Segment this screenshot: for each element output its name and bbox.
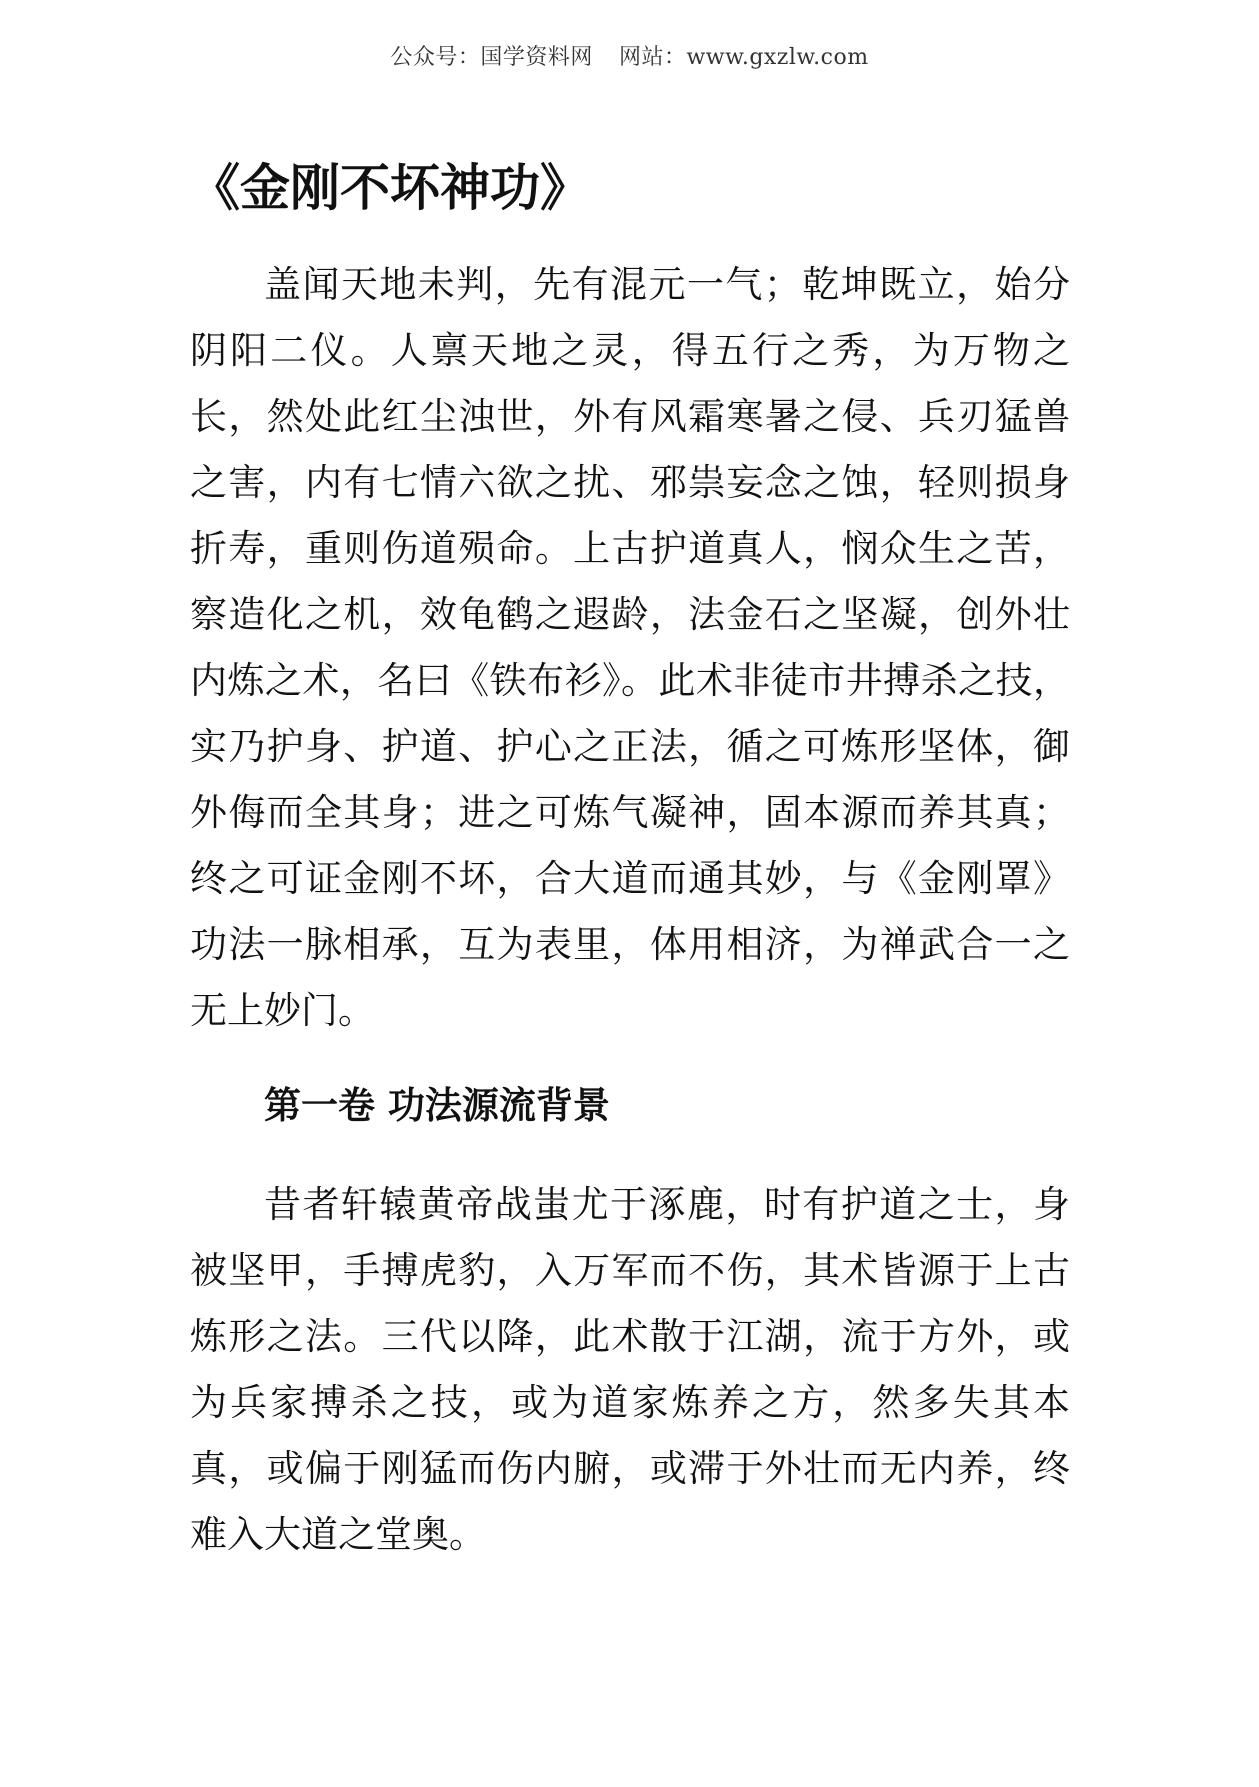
- page-header: [0, 40, 1259, 71]
- document-title: 《金刚不坏神功》: [190, 159, 590, 217]
- section-heading: 第一卷 功法源流背景: [264, 1084, 610, 1127]
- header-account: 公众号：国学资料网: [390, 45, 593, 70]
- header-website: 网站：www.gxzlw.com: [618, 45, 869, 70]
- intro-paragraph: 盖闻天地未判，先有混元一气；乾坤既立，始分阴阳二仪。人禀天地之灵，得五行之秀，为万物之长，然处此红尘浊世，外有风霜寒暑之侵、兵刃猛兽之害，内有七情六欲之扰、邪祟妄念之蚀，轻则损身折寿，重则伤道殒命。上古护道真人，悯众生之苦，察造化之机，效龟鹤之遐龄，法金石之坚凝，创外壮内炼之术，名曰《铁布衫》。此术非徒市井搏杀之技，实乃护身、护道、护心之正法，循之可炼形坚体，御外侮而全其身；进之可炼气凝神，固本源而养其真；终之可证金刚不坏，合大道而通其妙，与《金刚罩》功法一脉相承，互为表里，体用相济，为禅武合一之无上妙门。: [190, 263, 1070, 1032]
- section-paragraph: 昔者轩辕黄帝战蚩尤于涿鹿，时有护道之士，身被坚甲，手搏虎豹，入万军而不伤，其术皆源于上古炼形之法。三代以降，此术散于江湖，流于方外，或为兵家搏杀之技，或为道家炼养之方，然多失其本真，或偏于刚猛而伤内腑，或滞于外壮而无内养，终难入大道之堂奥。: [190, 1183, 1070, 1556]
